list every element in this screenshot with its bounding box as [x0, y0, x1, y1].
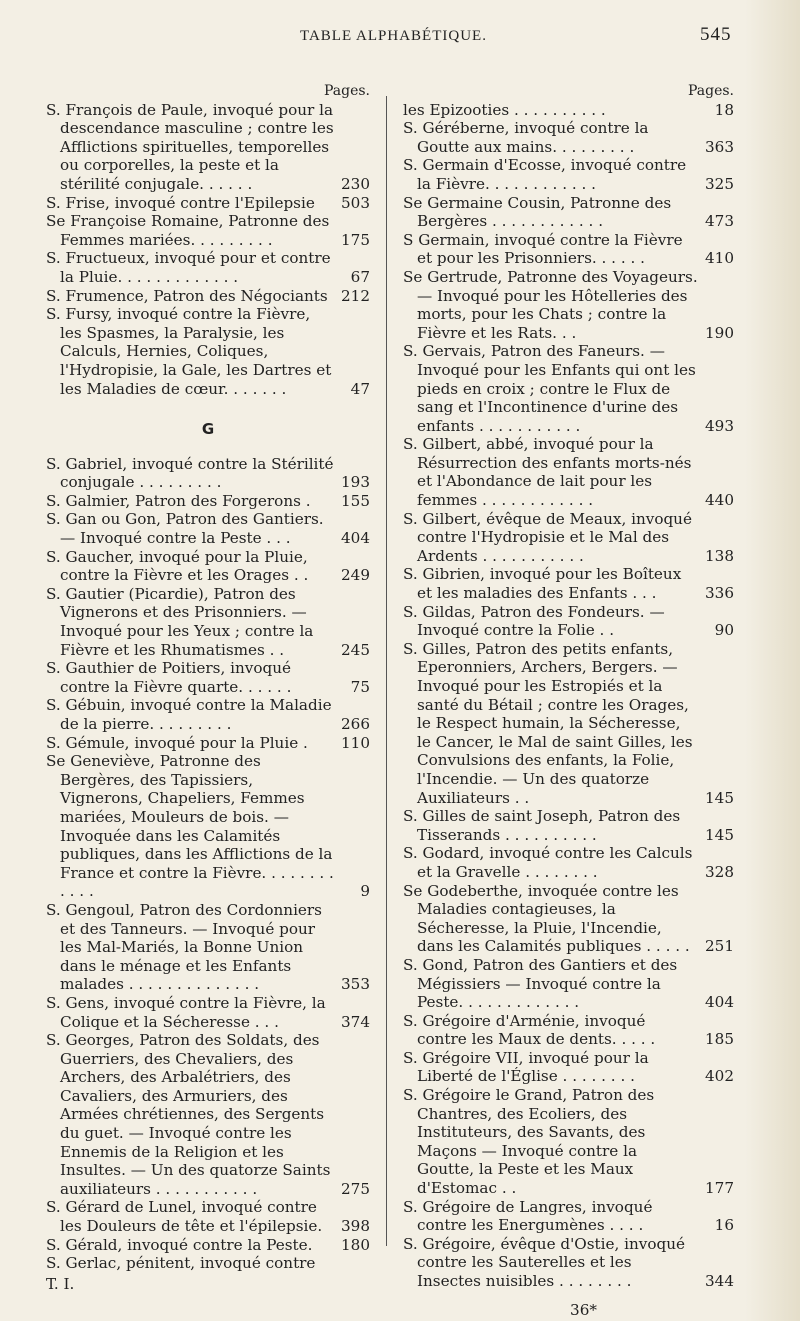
- entry-text: S. Grégoire de Langres, invoqué contre les Energumènes . . . .: [403, 1197, 653, 1235]
- left-column: [46, 82, 370, 1293]
- entry-text: S. Gabriel, invoqué contre la Stérilité conjugale . . . . . . . . .: [46, 454, 334, 492]
- index-entry: [46, 994, 370, 1031]
- index-entry: [403, 156, 734, 193]
- entry-text: S. Gond, Patron des Gantiers et des Mégissiers — Invoqué contre la Peste. . . . . . . . . . . . .: [403, 955, 678, 1012]
- entry-text: S. Gauthier de Poitiers, invoqué contre la Fièvre quarte. . . . . .: [46, 659, 292, 696]
- index-entry: [403, 101, 734, 120]
- entry-text: S. Galmier, Patron des Forgerons .: [46, 491, 311, 510]
- page-number: 545: [700, 24, 732, 45]
- index-entry: [46, 455, 370, 492]
- entry-text: S. Grégoire, évêque d'Ostie, invoqué contre les Sauterelles et les Insectes nuisibles . . . . . . . .: [403, 1234, 685, 1290]
- entry-text: S. Fursy, invoqué contre la Fièvre, les Spasmes, la Paralysie, les Calculs, Hernies, Coliques, l'Hydropisie, la Gale, les Dartres et les Maladies de cœur. . . . . . .: [46, 305, 332, 398]
- index-entry: [403, 565, 734, 602]
- index-entry: [46, 659, 370, 696]
- entry-text: S. François de Paule, invoqué pour la descendance masculine ; contre les Afflictions spirituelles, temporelles ou corporelles, la peste et la stérilité conjugale. . . . . .: [46, 100, 334, 193]
- entry-page-number: 75: [350, 677, 370, 696]
- entry-text: S. Gibrien, invoqué pour les Boîteux et les maladies des Enfants . . .: [403, 565, 682, 603]
- index-entry: [403, 194, 734, 231]
- entry-page-number: 190: [705, 323, 734, 342]
- entry-page-number: 155: [341, 491, 370, 510]
- index-entry: [46, 1236, 370, 1255]
- entry-text: S. Gilbert, évêque de Meaux, invoqué contre l'Hydropisie et le Mal des Ardents . . . . . . . . . . .: [403, 509, 692, 565]
- entry-text: S. Grégoire d'Arménie, invoqué contre les Maux de dents. . . . .: [403, 1011, 656, 1049]
- entry-page-number: 410: [705, 249, 734, 268]
- entry-page-number: 177: [705, 1179, 734, 1198]
- index-entry: [403, 1235, 734, 1291]
- entry-page-number: 363: [705, 137, 734, 156]
- entry-page-number: 212: [341, 286, 370, 305]
- entry-text: S. Fructueux, invoqué pour et contre la Pluie. . . . . . . . . . . . .: [46, 249, 331, 286]
- entry-page-number: 404: [705, 993, 734, 1012]
- index-entry: [46, 510, 370, 547]
- entry-page-number: 266: [341, 715, 370, 733]
- entry-text: S. Gilles, Patron des petits enfants, Eperonniers, Archers, Bergers. — Invoqué pour les Estropiés et la santé du Bétail ; contre les Orages, le Respect humain, la Sécheresse, le Cancer, le Mal de saint Gilles, les Convulsions des enfants, la Folie, l'Incendie. — Un des quatorze Auxiliateurs . .: [403, 639, 693, 807]
- index-entry: [403, 342, 734, 435]
- index-entry: [46, 548, 370, 585]
- index-entry: [403, 603, 734, 640]
- index-entry: [46, 194, 370, 213]
- entry-text: S. Gerlac, pénitent, invoqué contre: [46, 1254, 316, 1273]
- entry-page-number: 493: [705, 416, 734, 435]
- entry-text: S. Gaucher, invoqué pour la Pluie, contre la Fièvre et les Orages . .: [46, 547, 309, 585]
- entry-text: S Germain, invoqué contre la Fièvre et pour les Prisonniers. . . . . .: [403, 230, 683, 268]
- index-entry: [46, 752, 370, 901]
- index-entry: [403, 956, 734, 1012]
- entry-text: Se Gertrude, Patronne des Voyageurs. — Invoqué pour les Hôtelleries des morts, pour les Chats ; contre la Fièvre et les Rats. . .: [403, 267, 698, 342]
- index-entry: [46, 585, 370, 659]
- index-entry: [46, 212, 370, 249]
- entry-text: Se Germaine Cousin, Patronne des Bergères . . . . . . . . . . . .: [403, 193, 672, 231]
- index-entry: [403, 807, 734, 844]
- entry-text: S. Gérébernе, invoqué contre la Goutte aux mains. . . . . . . . .: [403, 119, 649, 156]
- index-entry: [403, 1049, 734, 1086]
- index-entry: [403, 844, 734, 881]
- entry-page-number: 245: [341, 640, 370, 659]
- entry-page-number: 374: [341, 1012, 370, 1031]
- entry-page-number: 180: [341, 1235, 370, 1254]
- entry-page-number: 145: [705, 825, 734, 844]
- index-entry: [403, 435, 734, 509]
- index-entry: [46, 1198, 370, 1235]
- entry-text: S. Gilbert, abbé, invoqué pour la Résurrection des enfants morts-nés et l'Abondance de lait pour les femmes . . . . . . . . . . . .: [403, 435, 692, 510]
- entry-text: S. Godard, invoqué contre les Calculs et la Gravelle . . . . . . . .: [403, 844, 693, 881]
- entry-text: S. Gildas, Patron des Fondeurs. — Invoqué contre la Folie . .: [403, 602, 665, 640]
- entry-page-number: 175: [341, 230, 370, 249]
- entry-page-number: 404: [341, 529, 370, 548]
- index-entry: [403, 1012, 734, 1049]
- entry-page-number: 402: [705, 1067, 734, 1086]
- entry-page-number: 193: [341, 473, 370, 492]
- index-entry: [403, 882, 734, 956]
- index-entry: [403, 510, 734, 566]
- entry-page-number: 251: [705, 937, 734, 956]
- index-entry: [46, 1254, 370, 1273]
- index-entry: [46, 287, 370, 306]
- entry-text: S. Gervais, Patron des Faneurs. — Invoqué pour les Enfants qui ont les pieds en croix ; contre le Flux de sang et l'Incontinence d'urine des enfants . . . . . . . . . . .: [403, 342, 696, 435]
- entry-page-number: 230: [341, 174, 370, 193]
- header-title: TABLE ALPHABÉTIQUE.: [300, 28, 487, 44]
- entry-text: Se Godeberthe, invoquée contre les Maladies contagieuses, la Sécheresse, la Pluie, l'Incendie, dans les Calamités publiques . . . . .: [403, 881, 690, 956]
- entry-page-number: 67: [350, 267, 370, 286]
- entries-right: [403, 101, 734, 1291]
- entry-page-number: 336: [705, 584, 734, 603]
- entry-text: S. Gérald, invoqué contre la Peste.: [46, 1235, 313, 1254]
- entry-page-number: 398: [341, 1217, 370, 1236]
- volume-footer: T. I.: [46, 1274, 75, 1293]
- index-entry: [46, 492, 370, 511]
- entry-page-number: 18: [714, 100, 734, 119]
- column-divider: [386, 96, 387, 1246]
- index-entry: [403, 231, 734, 268]
- index-entry: [46, 696, 370, 733]
- entry-page-number: 275: [341, 1179, 370, 1198]
- entry-text: S. Frumence, Patron des Négociants: [46, 286, 328, 305]
- entry-text: S. Frise, invoqué contre l'Epilepsie: [46, 193, 315, 212]
- entry-page-number: 145: [705, 788, 734, 807]
- entry-text: Se Françoise Romaine, Patronne des Femmes mariées. . . . . . . . .: [46, 212, 330, 249]
- index-entry: [46, 305, 370, 398]
- entry-page-number: 47: [350, 379, 370, 398]
- entry-page-number: 440: [705, 491, 734, 510]
- index-entry: [403, 268, 734, 342]
- entry-text: S. Germain d'Ecosse, invoqué contre la Fièvre. . . . . . . . . . . .: [403, 156, 687, 193]
- entry-text: S. Gens, invoqué contre la Fièvre, la Colique et la Sécheresse . . .: [46, 993, 326, 1031]
- page-edge-shadow: [745, 0, 800, 1321]
- entry-page-number: 90: [714, 621, 734, 640]
- entry-page-number: 325: [705, 174, 734, 193]
- entry-page-number: 185: [705, 1030, 734, 1049]
- index-entry: [403, 119, 734, 156]
- entry-page-number: 138: [705, 546, 734, 565]
- entry-page-number: 249: [341, 566, 370, 585]
- index-entry: [46, 101, 370, 194]
- entry-text: S. Gérard de Lunel, invoqué contre les Douleurs de tête et l'épilepsie.: [46, 1198, 323, 1236]
- entry-text: S. Gengoul, Patron des Cordonniers et des Tanneurs. — Invoqué pour les Mal-Mariés, la Bonne Union dans le ménage et les Enfants malades . . . . . . . . . . . . . .: [46, 900, 322, 994]
- entry-text: S. Gautier (Picardie), Patron des Vignerons et des Prisonniers. — Invoqué pour les Yeux ; contre la Fièvre et les Rhumatismes . .: [46, 584, 314, 659]
- entry-page-number: 16: [714, 1216, 734, 1235]
- index-entry: [46, 734, 370, 753]
- entry-text: S. Gébuin, invoqué contre la Maladie de la pierre. . . . . . . . .: [46, 696, 332, 733]
- entry-page-number: 328: [705, 862, 734, 881]
- entry-text: S. Georges, Patron des Soldats, des Guerriers, des Chevaliers, des Archers, des Arbalétriers, des Cavaliers, des Armuriers, des Armées chrétiennes, des Sergents du guet. — Invoqué contre les Ennemis de la Religion et les Insultes. — Un des quatorze Saints auxiliateurs . . . . . . . . . . .: [46, 1031, 331, 1198]
- entry-text: Se Geneviève, Patronne des Bergères, des Tapissiers, Vignerons, Chapeliers, Femmes mariées, Mouleurs de bois. — Invoquée dans les Calamités publiques, dans les Afflictions de la France et contre la Fièvre. . . . . . . . . . . .: [46, 752, 334, 901]
- entry-page-number: 110: [341, 733, 370, 752]
- index-entry: [46, 1031, 370, 1198]
- entries-g: [46, 455, 370, 1273]
- entry-text: S. Gan ou Gon, Patron des Gantiers. — Invoqué contre la Peste . . .: [46, 510, 324, 548]
- entry-text: les Epizooties . . . . . . . . . .: [403, 100, 606, 119]
- index-entry: [46, 901, 370, 994]
- entry-page-number: 344: [705, 1272, 734, 1290]
- index-entry: [46, 249, 370, 286]
- right-column: [403, 82, 734, 1319]
- pages-label-right: Pages.: [687, 83, 734, 99]
- index-entry: [403, 1198, 734, 1235]
- signature-mark: 36*: [570, 1300, 597, 1319]
- entry-text: S. Grégoire le Grand, Patron des Chantres, des Ecoliers, des Instituteurs, des Savants, des Maçons — Invoqué contre la Goutte, la Peste et les Maux d'Estomac . .: [403, 1086, 655, 1198]
- entry-page-number: 9: [360, 882, 370, 901]
- index-entry: [403, 1086, 734, 1198]
- entry-page-number: 353: [341, 975, 370, 994]
- entry-text: S. Gémule, invoqué pour la Pluie .: [46, 733, 308, 752]
- entry-page-number: 503: [341, 193, 370, 212]
- entry-page-number: 473: [705, 212, 734, 231]
- entry-text: S. Gilles de saint Joseph, Patron des Tisserands . . . . . . . . . .: [403, 807, 681, 844]
- index-entry: [403, 640, 734, 807]
- entry-text: S. Grégoire VII, invoqué pour la Liberté de l'Église . . . . . . . .: [403, 1048, 649, 1086]
- section-letter: G: [201, 420, 215, 439]
- pages-label-left: Pages.: [323, 83, 370, 99]
- entries-f: [46, 101, 370, 399]
